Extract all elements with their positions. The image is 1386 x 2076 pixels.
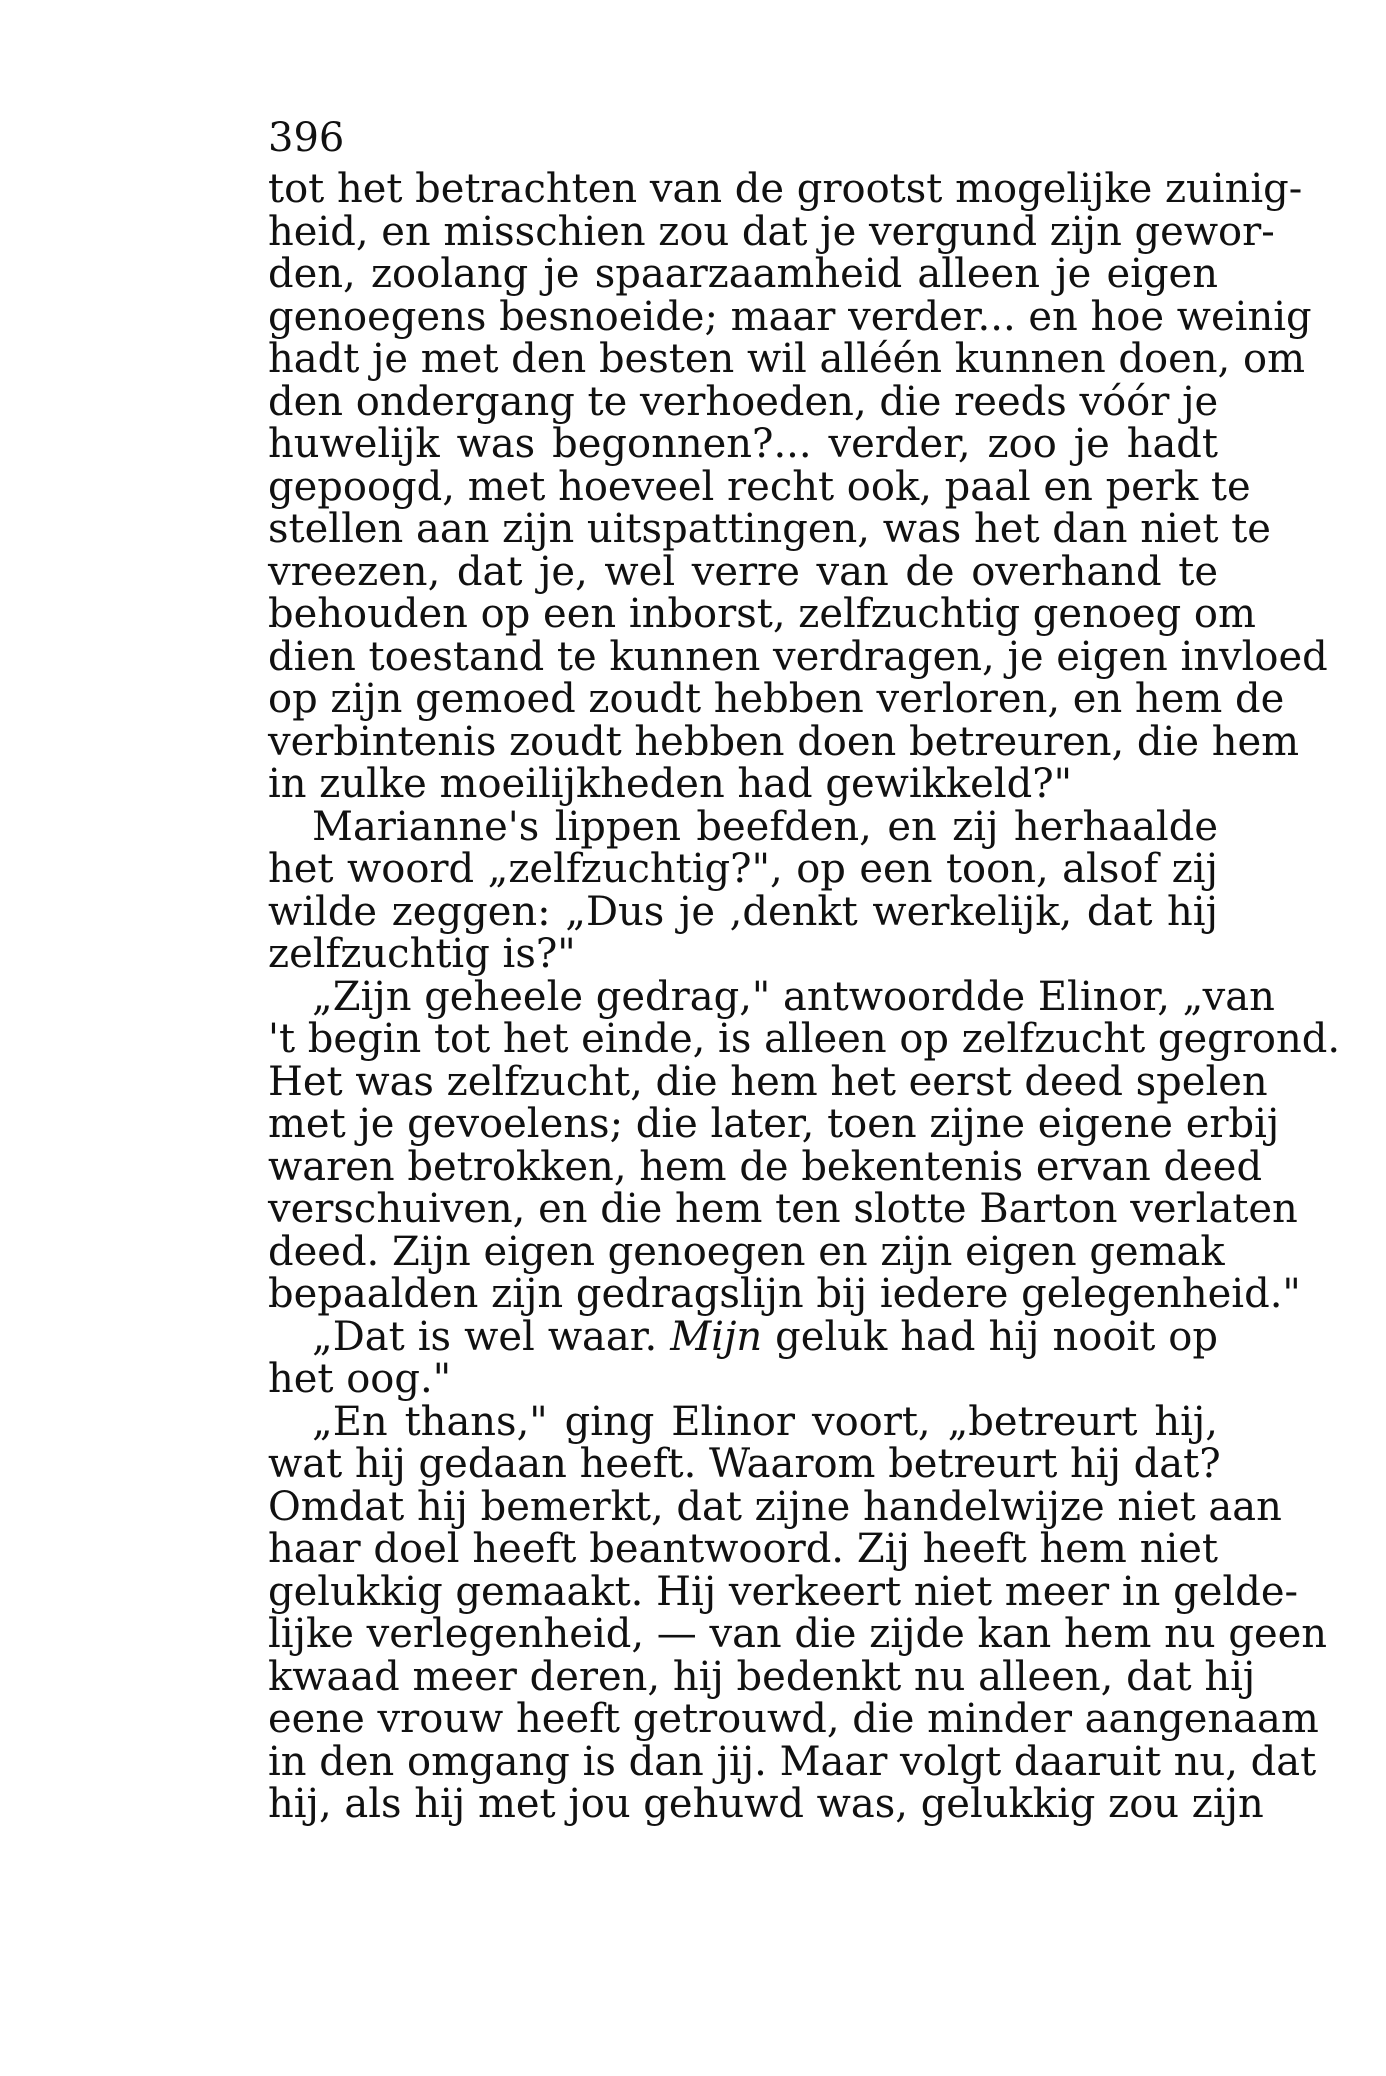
- text-line: in zulke moeilijkheden had gewikkeld?": [268, 761, 1073, 807]
- text-line: in den omgang is dan jij. Maar volgt daaruit nu, dat: [268, 1738, 1317, 1785]
- text-line: hij, als hij met jou gehuwd was, gelukkig zou zijn: [268, 1781, 1264, 1827]
- text-line: genoegens besnoeide; maar verder... en hoe weinig: [268, 293, 1312, 340]
- paragraph-3: [268, 973, 1341, 1317]
- page-number: 396: [268, 115, 345, 161]
- text-line: gepoogd, met hoeveel recht ook, paal en perk te: [268, 463, 1251, 510]
- text-line: hadt je met den besten wil alléén kunnen doen, om: [268, 336, 1305, 382]
- emphasis-word: Mijn: [670, 1313, 763, 1360]
- text-line: met je gevoelens; die later, toen zijne eigene erbij: [268, 1101, 1280, 1147]
- body-text: [268, 166, 1341, 1827]
- text-line: Omdat hij bemerkt, dat zijne handelwijze niet aan: [268, 1483, 1282, 1530]
- text-segment: „Dat is wel waar.: [312, 1313, 671, 1360]
- text-line: kwaad meer deren, hij bedenkt nu alleen, dat hij: [268, 1653, 1256, 1700]
- text-line: gelukkig gemaakt. Hij verkeert niet meer in gelde-: [268, 1568, 1298, 1615]
- text-line: verschuiven, en die hem ten slotte Barton verlaten: [268, 1186, 1298, 1232]
- text-line: lijke verlegenheid, — van die zijde kan hem nu geen: [268, 1611, 1328, 1657]
- paragraph-4: [268, 1313, 1218, 1402]
- text-line: wat hij gedaan heeft. Waarom betreurt hij dat?: [268, 1441, 1221, 1487]
- text-line: heid, en misschien zou dat je vergund zijn gewor-: [268, 208, 1275, 255]
- text-line: den, zoolang je spaarzaamheid alleen je eigen: [268, 251, 1218, 297]
- text-line: 't begin tot het einde, is alleen op zelfzucht gegrond.: [268, 1016, 1341, 1062]
- paragraph-2: [268, 803, 1218, 977]
- text-line: „Zijn geheele gedrag," antwoordde Elinor, „van: [312, 973, 1275, 1020]
- text-line: stellen aan zijn uitspattingen, was het dan niet te: [268, 506, 1271, 552]
- text-line: verbintenis zoudt hebben doen betreuren, die hem: [268, 718, 1300, 765]
- text-line: haar doel heeft beantwoord. Zij heeft hem niet: [268, 1526, 1218, 1572]
- text-line: zelfzuchtig is?": [268, 931, 576, 977]
- book-page: [268, 115, 1341, 1827]
- text-line: vreezen, dat je, wel verre van de overhand te: [268, 548, 1218, 595]
- text-segment: geluk had hij nooit op: [762, 1313, 1218, 1360]
- paragraph-5: [268, 1398, 1328, 1827]
- text-line: bepaalden zijn gedragslijn bij iedere gelegenheid.": [268, 1271, 1301, 1317]
- text-line: eene vrouw heeft getrouwd, die minder aangenaam: [268, 1696, 1319, 1742]
- text-line: wilde zeggen: „Dus je ,denkt werkelijk, dat hij: [268, 888, 1218, 935]
- text-line: tot het betrachten van de grootst mogelijke zuinig-: [268, 166, 1303, 212]
- text-line: „En thans," ging Elinor voort, „betreurt hij,: [312, 1398, 1218, 1445]
- text-line: [268, 1313, 1218, 1360]
- text-line: het woord „zelfzuchtig?", op een toon, alsof zij: [268, 846, 1218, 892]
- text-line: behouden op een inborst, zelfzuchtig genoeg om: [268, 591, 1256, 637]
- text-line: het oog.": [268, 1356, 452, 1402]
- text-line: waren betrokken, hem de bekentenis ervan deed: [268, 1143, 1263, 1190]
- text-line: deed. Zijn eigen genoegen en zijn eigen gemak: [268, 1228, 1225, 1275]
- text-line: den ondergang te verhoeden, die reeds vóór je: [268, 378, 1219, 425]
- text-line: Het was zelfzucht, die hem het eerst deed spelen: [268, 1058, 1268, 1105]
- text-line: Marianne's lippen beefden, en zij herhaalde: [312, 803, 1218, 850]
- paragraph-1: [268, 166, 1328, 807]
- text-line: huwelijk was begonnen?... verder, zoo je hadt: [268, 421, 1218, 467]
- text-line: op zijn gemoed zoudt hebben verloren, en hem de: [268, 676, 1285, 722]
- text-line: dien toestand te kunnen verdragen, je eigen invloed: [268, 633, 1328, 680]
